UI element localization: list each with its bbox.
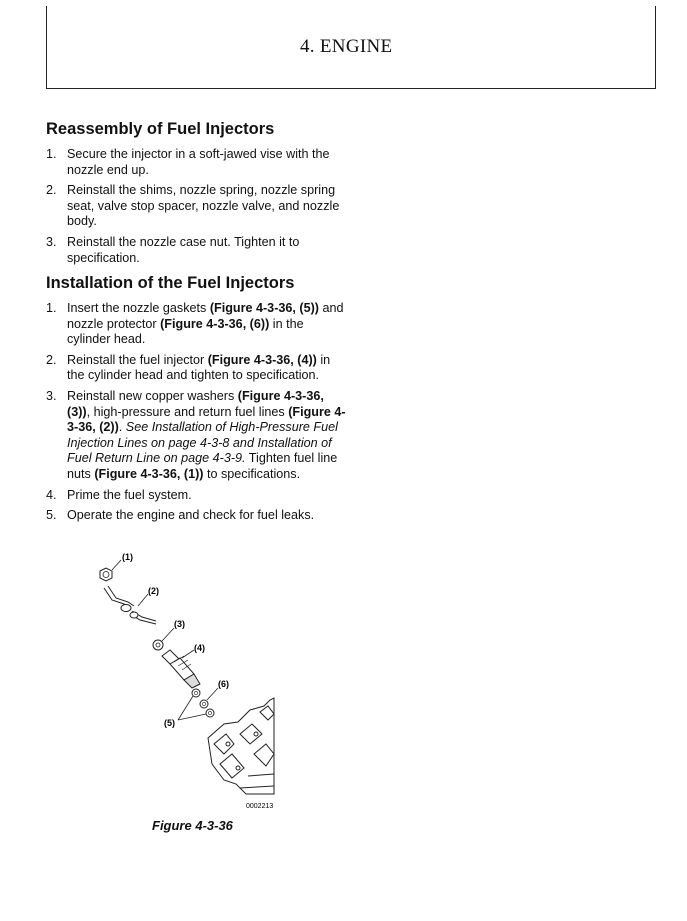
leader-line bbox=[178, 696, 193, 720]
step-text: Reinstall the fuel injector bbox=[67, 352, 208, 367]
step-text: Insert the nozzle gaskets bbox=[67, 301, 210, 315]
figure-code: 0002213 bbox=[246, 803, 274, 810]
installation-steps bbox=[46, 301, 346, 529]
reassembly-heading: Reassembly of Fuel Injectors bbox=[46, 120, 275, 138]
callout-5: (5) bbox=[164, 718, 175, 728]
step-text: and nozzle protector bbox=[67, 301, 344, 331]
step-number: 2. bbox=[46, 183, 57, 198]
step-text: in the cylinder head. bbox=[67, 316, 304, 347]
cross-reference: See Installation of High-Pressure Fuel Injection Lines on page 4-3-8 and Installation of Fuel Return Line on page 4-3-9. bbox=[67, 420, 338, 466]
figure-reference: (Figure 4-3-36, (4)) bbox=[207, 352, 317, 367]
callout-6: (6) bbox=[218, 679, 229, 689]
callout-4: (4) bbox=[194, 643, 205, 653]
leader-line bbox=[138, 594, 148, 606]
list-item bbox=[46, 301, 346, 348]
step-text: . bbox=[118, 420, 126, 435]
leader-line bbox=[162, 628, 174, 641]
step-number: 4. bbox=[46, 487, 57, 502]
leader-line bbox=[178, 714, 206, 720]
leader-line bbox=[207, 688, 218, 700]
step-number: 5. bbox=[46, 508, 57, 523]
figure-caption: Figure 4-3-36 bbox=[152, 818, 233, 833]
step-text: Reinstall new copper washers bbox=[67, 388, 238, 403]
chapter-title: 4. ENGINE bbox=[300, 36, 393, 57]
figure-reference: (Figure 4-3-36, (1)) bbox=[94, 466, 204, 481]
step-number: 1. bbox=[46, 147, 57, 161]
callout-1: (1) bbox=[122, 552, 133, 562]
leader-line bbox=[182, 650, 194, 658]
copper-washer bbox=[153, 640, 163, 650]
list-item bbox=[46, 508, 346, 524]
step-text: Operate the engine and check for fuel leaks. bbox=[67, 508, 315, 523]
list-item bbox=[46, 389, 346, 483]
fuel-injector bbox=[162, 650, 200, 688]
step-number: 2. bbox=[46, 352, 57, 367]
step-text: in the cylinder head and tighten to specification. bbox=[67, 352, 331, 383]
cylinder-head bbox=[208, 698, 274, 794]
step-text: , high-pressure and return fuel lines bbox=[86, 404, 289, 419]
nozzle-protector bbox=[200, 700, 208, 708]
callout-3: (3) bbox=[174, 619, 185, 629]
step-text: Secure the injector in a soft-jawed vise with the nozzle end up. bbox=[67, 147, 330, 177]
figure-reference: (Figure 4-3-36, (3)) bbox=[67, 388, 324, 419]
step-text: to specifications. bbox=[203, 466, 301, 481]
reassembly-steps bbox=[46, 147, 346, 271]
leader-line bbox=[112, 560, 121, 570]
step-text: Reinstall the shims, nozzle spring, nozzle spring seat, valve stop spacer, nozzle valve, and nozzle body. bbox=[67, 183, 340, 229]
fuel-line-nut bbox=[100, 568, 112, 581]
step-text: Tighten fuel line nuts bbox=[67, 451, 338, 481]
list-item bbox=[46, 183, 346, 230]
step-number: 3. bbox=[46, 388, 57, 403]
list-item bbox=[46, 147, 346, 178]
step-text: Reinstall the nozzle case nut. Tighten it to specification. bbox=[67, 234, 300, 265]
figure-reference: (Figure 4-3-36, (6)) bbox=[160, 316, 270, 331]
fuel-injector-exploded-diagram bbox=[90, 548, 290, 816]
step-number: 3. bbox=[46, 234, 57, 249]
list-item bbox=[46, 488, 346, 504]
figure-reference: (Figure 4-3-36, (2)) bbox=[67, 404, 346, 435]
installation-heading: Installation of the Fuel Injectors bbox=[46, 274, 295, 292]
callout-2: (2) bbox=[148, 586, 159, 596]
figure-reference: (Figure 4-3-36, (5)) bbox=[209, 301, 319, 315]
list-item bbox=[46, 353, 346, 384]
list-item bbox=[46, 235, 346, 266]
step-number: 1. bbox=[46, 301, 57, 315]
step-text: Prime the fuel system. bbox=[67, 487, 192, 502]
